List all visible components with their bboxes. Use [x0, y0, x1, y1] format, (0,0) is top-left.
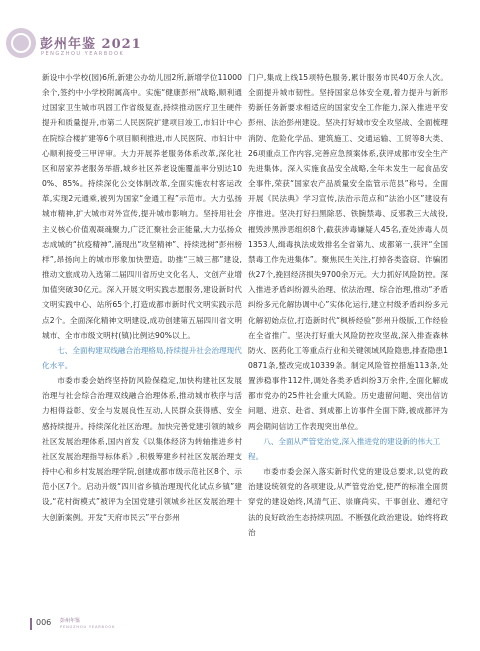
- page-footer: [0, 614, 480, 644]
- page-header: [0, 0, 480, 62]
- right-column: [248, 70, 448, 540]
- page-number: 006: [36, 618, 52, 627]
- right-paragraph-1: 门户,集成上线15项特色服务,累计服务市民40万余人次。全面提升城市韧性。坚持国家总体安全观,着力提升与新形势新任务新要求相适应的国家安全工作能力,深入推进平安彭州、法治彭州建设。坚决打好城市安全攻坚战、全面梳理消防、危险化学品、建筑施工、交通运输、工贸等8大类、26项重点工作内容,完善应急预案体系,获评成都市安全生产先进集体。深入实施食品安全战略,全年未发生一起食品安全事件,荣获“国家农产品质量安全监管示范县”称号。全面开展《民法典》学习宣传,法治示范点和“法治小区”建设有序推进。坚决打好扫黑除恶、铁腕禁毒、反邪教三大战役,摧毁涉黑涉恶组织8个,截获涉毒嫌疑人45名,查处涉毒人员1353人,缉毒执法成效排名全省第九、成都第一,获评“全国禁毒工作先进集体”。聚焦民生关注,打掉各类盗窃、诈骗团伙27个,挽回经济损失9700余万元。大力抓好风险防控。深入推进矛盾纠纷源头治理、依法治理、综合治理,推动“矛盾纠纷多元化解协调中心”实体化运行,建立村级矛盾纠纷多元化解初始点位,打造新时代“枫桥经验”彭州升级版,工作经验在全省推广。坚决打好重大风险防控攻坚战,深入排查森林防火、医药化工等重点行业和关键领域风险隐患,排查隐患10871条,整改完成10339条。制定风险管控措施113条,处置涉稳事件112件,调处各类矛盾纠纷3万余件,全面化解成都市党办的25件社会重大风险。历史遗留问题、突出信访问题、进京、赴省、到成都上访事件全面下降,被成都评为两会期间信访工作表现突出单位。: [248, 73, 448, 431]
- yearbook-subtitle: PENGZHOU YEARBOOK: [41, 51, 125, 57]
- left-column: [42, 70, 242, 525]
- footer-title: 彭州年鉴: [60, 618, 81, 624]
- yearbook-title: 彭州年鉴 2021: [40, 37, 142, 52]
- right-paragraph-2: 市委市委会深入落实新时代党的建设总要求,以党的政治建设统领党的各项建设,从严管党治党,使严的标准全面贯穿党的建设始终,风清气正、崇廉尚实、干事创业、遵纪守法的良好政治生态持续巩固。不断强化政治建设。始终将政治: [248, 467, 448, 537]
- left-paragraph-2: 市委市委会始终坚持防风险保稳定,加快构建社区发展治理与社会综合治理双线融合治理体系,推动城市秩序与活力相得益彰、安全与发展良性互动,人民群众获得感、安全感持续提升。持续深化社区治理。加快完善党建引领的城乡社区发展治理体系,国内首发《以集体经济为转轴推进乡村社区发展治理指导标体系》,积极筹建乡村社区发展治理支持中心和乡村发展治理学院,创建成都市级示范社区8个、示范小区7个。启动升级“四川省乡镇治理现代化试点乡镇”建设,“花村街模式”被评为全国党建引领城乡社区发展治理十大创新案例。开发“天府市民云”平台彭州: [42, 376, 242, 522]
- footer-subtitle: PENGZHOU YEARBOOK: [60, 625, 116, 629]
- yearbook-emblem-icon: [6, 28, 36, 58]
- section-heading-7: 七、全面构建双线融合治理格局,持续提升社会治理现代化水平。: [42, 345, 242, 370]
- left-paragraph-1: 新设中小学校(园)6所,新建公办幼儿园2所,新增学位11000余个,签约中小学校附属高中。实施“健康彭州”战略,顺利通过国家卫生城市巩固工作省级复查,持续推动医疗卫生硬件提升和质量提升,市第二人民医院扩建项目竣工,市妇计中心在院综合楼扩建等6个项目顺利推进,市人民医院、市妇计中心顺利接受三甲评审。大力开展养老服务体系改革,深化社区和居家养老服务举措,城乡社区养老设施覆盖率分别达100%、85%。持续深化公交体制改革,全面实施农村客运改革,实现2元通乘,被列为国家“金通工程”示范市。大力弘扬城市精神,扩大城市对外宣传,提升城市影响力。坚持用社会主义核心价值观凝魂聚力,广泛汇聚社会正能量,大力弘扬众志成城的“抗疫精神”,涌现出“攻坚精神”、持续选树“彭州榜样”,昂扬向上的城市形象加快塑造。助推“三城三都”建设,推动文旅成功入选第二届四川省历史文化名人、文创产业增加值突破30亿元。深入开展文明实践志愿服务,建设新时代文明实践中心、站所65个,打造成都市新时代文明实践示范点2个。全面深化精神文明建设,成功创建第五届四川省文明城市、全市市级文明村(镇)比例达90%以上。: [42, 73, 242, 340]
- section-heading-8: 八、全面从严管党治党,深入推进党的建设新的伟大工程。: [248, 436, 441, 461]
- footer-divider: [30, 618, 32, 630]
